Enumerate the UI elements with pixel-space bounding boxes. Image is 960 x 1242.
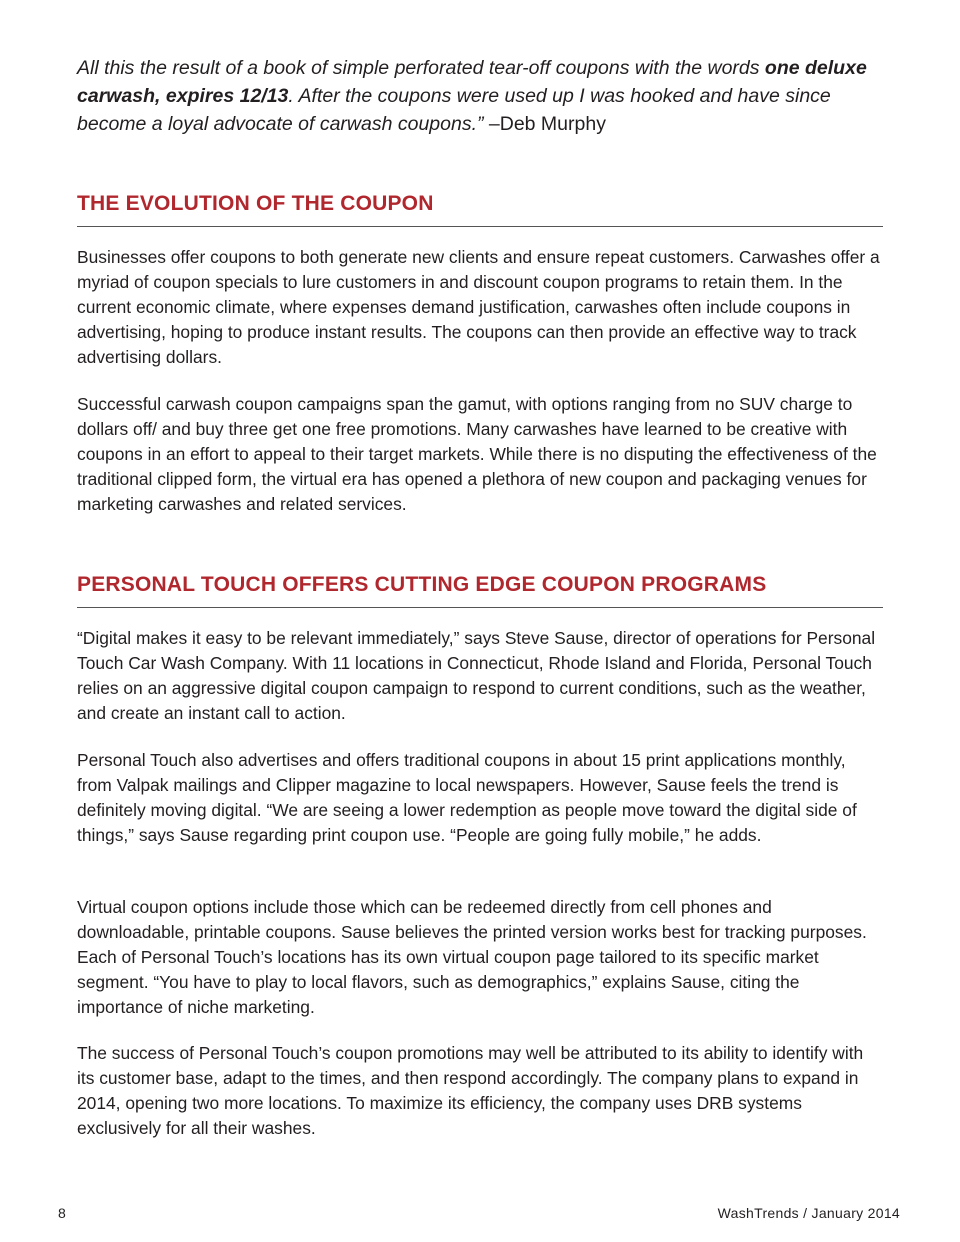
section-heading-personal-touch: PERSONAL TOUCH OFFERS CUTTING EDGE COUPON PROGRAMS [77,571,883,608]
paragraph: Successful carwash coupon campaigns span the gamut, with options ranging from no SUV charge to dollars off/ and buy three get one free promotions. Many carwashes have learned to be creative with coupons in an effort to appeal to their target markets. While there is no disputing the effectiveness of the traditional clipped form, the virtual era has opened a plethora of new coupon and packaging venues for marketing carwashes and related services. [77,394,877,514]
quote-text-start: All this the result of a book of simple perforated tear-off coupons with the words [77,57,765,79]
customer-quote [77,54,883,138]
paragraph: Businesses offer coupons to both generate new clients and ensure repeat customers. Carwashes offer a myriad of coupon specials to lure customers in and discount coupon programs to retain them. In the current economic climate, where expenses demand justification, carwashes often include coupons in advertising, hoping to produce instant results. The coupons can then provide an effective way to track advertising dollars. [77,247,880,367]
paragraph: “Digital makes it easy to be relevant immediately,” says Steve Sause, director of operations for Personal Touch Car Wash Company. With 11 locations in Connecticut, Rhode Island and Florida, Personal Touch relies on an aggressive digital coupon campaign to respond to current conditions, such as the weather, and create an instant call to action. [77,628,876,723]
paragraph: Virtual coupon options include those which can be redeemed directly from cell phones and downloadable, printable coupons. Sause believes the printed version works best for tracking purposes. Each of Personal Touch’s locations has its own virtual coupon page tailored to its specific market segment. “You have to play to local flavors, such as demographics,” explains Sause, citing the importance of niche marketing. [77,897,867,1017]
section-heading-evolution: THE EVOLUTION OF THE COUPON [77,190,883,227]
paragraph: Personal Touch also advertises and offers traditional coupons in about 15 print applications monthly, from Valpak mailings and Clipper magazine to local newspapers. However, Sause feels the trend is definitely moving digital. “We are seeing a lower redemption as people move toward the digital side of things,” says Sause regarding print coupon use. “People are going fully mobile,” he adds. [77,750,857,845]
page-number: 8 [58,1205,67,1221]
quote-bold-text: one deluxe carwash, expires 12/13 [77,57,867,107]
paragraph: The success of Personal Touch’s coupon promotions may well be attributed to its ability to identify with its customer base, adapt to the times, and then respond accordingly. The company plans to expand in 2014, opening two more locations. To maximize its efficiency, the company uses DRB systems exclusively for all their washes. [77,1043,864,1138]
quote-text-end: . After the coupons were used up I was hooked and have since become a loyal advocate of carwash coupons.” [77,85,831,135]
quote-author: –Deb Murphy [483,113,606,135]
publication-info: WashTrends / January 2014 [717,1205,900,1221]
